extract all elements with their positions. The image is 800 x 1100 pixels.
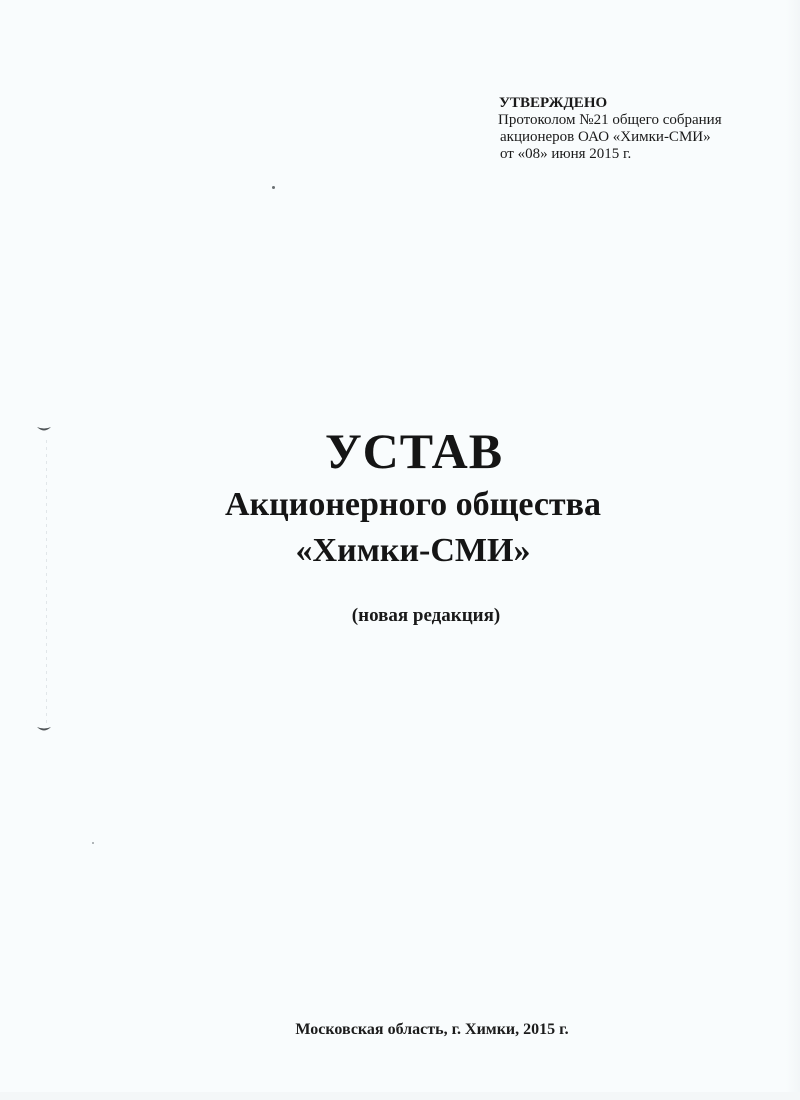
company-name: «Химки-СМИ» [295, 532, 531, 569]
approval-date-line: от «08» июня 2015 г. [500, 146, 632, 162]
scan-speck [272, 186, 275, 189]
approval-shareholders-line: акционеров ОАО «Химки-СМИ» [500, 129, 711, 145]
place-and-year-footer: Московская область, г. Химки, 2015 г. [295, 1021, 569, 1038]
edition-note: (новая редакция) [351, 605, 501, 626]
document-title-block [0, 420, 800, 574]
scan-speck [92, 842, 94, 844]
punch-hole-mark-bottom [36, 724, 52, 734]
approval-heading: УТВЕРЖДЕНО [499, 95, 608, 111]
document-subtitle: Акционерного общества [225, 486, 601, 523]
page-bottom-edge [0, 1092, 800, 1100]
approval-protocol-line: Протоколом №21 общего собрания [498, 112, 722, 128]
document-title: УСТАВ [324, 423, 504, 479]
approval-stamp-block [496, 95, 786, 163]
